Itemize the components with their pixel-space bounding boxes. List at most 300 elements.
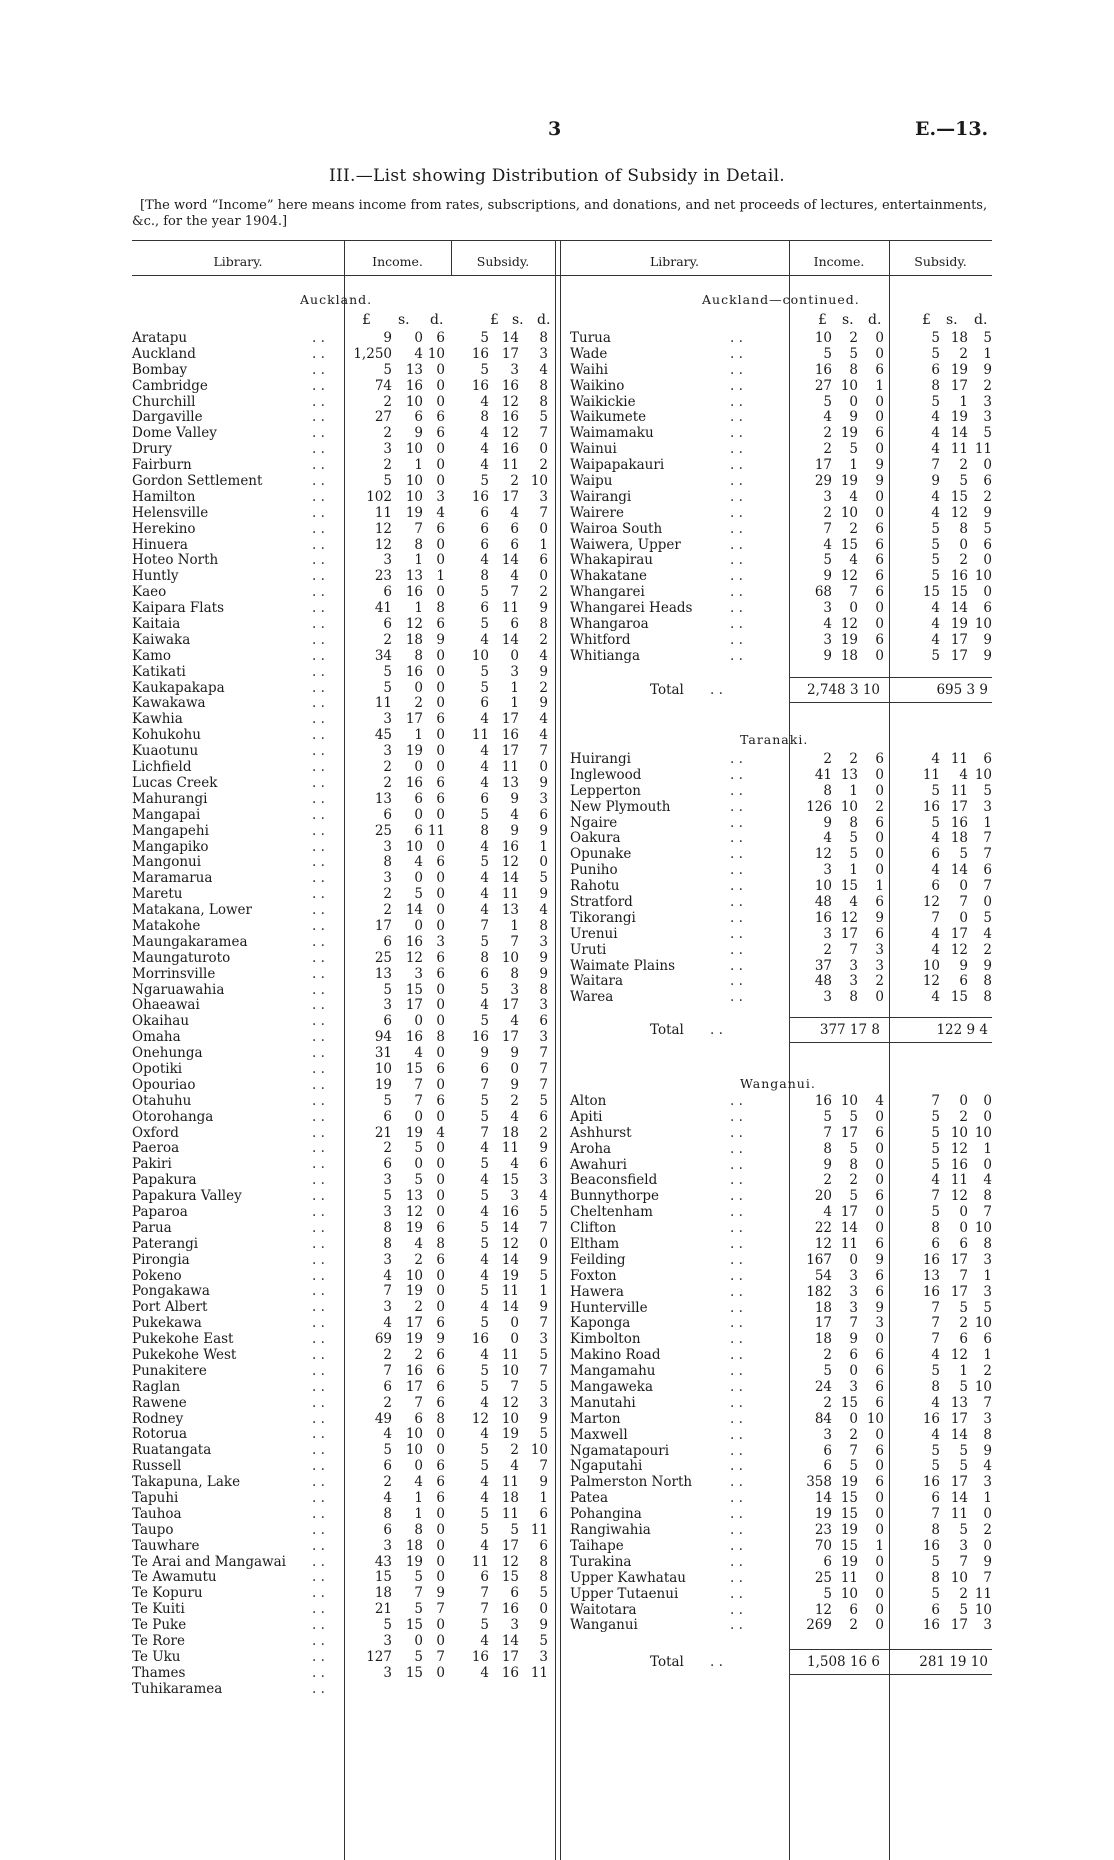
subsidy-pence: 10 xyxy=(974,1379,992,1396)
library-name: Okaihau xyxy=(132,1013,190,1030)
lsd-pound: £ xyxy=(490,312,499,328)
subsidy-pounds: 16 xyxy=(922,798,940,815)
income-shillings: 13 xyxy=(405,568,423,585)
subsidy-pence: 3 xyxy=(539,1331,548,1348)
subsidy-pounds: 5 xyxy=(480,663,489,680)
income-shillings: 19 xyxy=(840,1522,858,1539)
subsidy-pounds: 6 xyxy=(931,1236,940,1253)
library-name: Dargaville xyxy=(132,409,203,426)
subsidy-pounds: 6 xyxy=(480,965,489,982)
subsidy-shillings: 19 xyxy=(501,1267,519,1284)
subsidy-shillings: 6 xyxy=(510,1585,519,1602)
income-pence: 0 xyxy=(875,330,884,346)
subsidy-pence: 4 xyxy=(539,902,548,919)
library-name: Waihi xyxy=(570,361,609,378)
income-pence: 11 xyxy=(427,822,445,839)
subsidy-pence: 5 xyxy=(539,1347,548,1363)
table-row xyxy=(570,1173,992,1189)
income-pence: 9 xyxy=(875,909,884,926)
subsidy-pounds: 6 xyxy=(480,1569,489,1586)
subsidy-shillings: 11 xyxy=(501,886,519,903)
income-pounds: 4 xyxy=(383,1267,392,1284)
subsidy-shillings: 0 xyxy=(959,878,968,895)
income-pounds: 5 xyxy=(383,663,392,680)
subsidy-shillings: 11 xyxy=(950,1172,968,1189)
income-pence: 0 xyxy=(875,1522,884,1539)
lsd-pence: d. xyxy=(868,312,882,328)
subsidy-pounds: 5 xyxy=(480,1283,489,1300)
subsidy-shillings: 10 xyxy=(501,949,519,966)
table-row xyxy=(570,395,992,411)
income-pence: 0 xyxy=(436,727,445,744)
income-pence: 0 xyxy=(875,766,884,783)
income-shillings: 16 xyxy=(405,1029,423,1046)
row-leader: . . xyxy=(730,1553,743,1570)
table-row xyxy=(132,1237,555,1253)
income-pence: 2 xyxy=(875,973,884,990)
income-pence: 0 xyxy=(875,1220,884,1237)
subsidy-pounds: 4 xyxy=(931,1347,940,1364)
row-leader: . . xyxy=(312,1251,325,1268)
subsidy-shillings: 11 xyxy=(501,1283,519,1300)
table-row xyxy=(132,808,555,824)
subsidy-pence: 1 xyxy=(983,345,992,362)
library-name: Rodney xyxy=(132,1410,184,1427)
table-row xyxy=(132,760,555,776)
subsidy-pounds: 16 xyxy=(471,1029,489,1046)
subsidy-pence: 10 xyxy=(974,568,992,585)
subsidy-pounds: 5 xyxy=(480,1521,489,1538)
table-row xyxy=(132,1380,555,1396)
subsidy-pence: 3 xyxy=(983,409,992,426)
subsidy-pounds: 4 xyxy=(480,1537,489,1554)
subsidy-pence: 8 xyxy=(539,616,548,633)
table-row xyxy=(132,1650,555,1666)
income-pence: 0 xyxy=(875,1553,884,1570)
income-shillings: 19 xyxy=(405,743,423,760)
table-row xyxy=(570,1507,992,1523)
library-name: Taihape xyxy=(570,1537,624,1554)
income-shillings: 16 xyxy=(405,377,423,394)
row-leader: . . xyxy=(312,552,325,569)
total-rule xyxy=(789,702,992,703)
income-shillings: 15 xyxy=(840,1490,858,1507)
income-pence: 0 xyxy=(436,1633,445,1650)
income-pounds: 3 xyxy=(823,925,832,942)
header-library: Library. xyxy=(213,254,263,269)
subsidy-pence: 3 xyxy=(539,488,548,505)
subsidy-pounds: 16 xyxy=(922,1251,940,1268)
income-shillings: 6 xyxy=(849,1347,858,1364)
subsidy-shillings: 16 xyxy=(950,814,968,831)
row-leader: . . xyxy=(312,1315,325,1332)
subsidy-shillings: 14 xyxy=(501,631,519,648)
table-row xyxy=(570,458,992,474)
library-name: Hunterville xyxy=(570,1299,648,1316)
subsidy-pounds: 4 xyxy=(480,1347,489,1363)
table-row xyxy=(132,569,555,585)
table-row xyxy=(132,1316,555,1332)
row-leader: . . xyxy=(730,393,743,410)
subsidy-shillings: 17 xyxy=(501,711,519,728)
table-row xyxy=(570,1205,992,1221)
income-pounds: 18 xyxy=(814,1331,832,1348)
row-leader: . . xyxy=(312,425,325,442)
income-shillings: 3 xyxy=(849,1379,858,1396)
income-shillings: 19 xyxy=(405,1283,423,1300)
income-pounds: 14 xyxy=(814,1490,832,1507)
row-leader: . . xyxy=(730,1601,743,1618)
row-leader: . . xyxy=(730,941,743,958)
table-row xyxy=(570,347,992,363)
subsidy-pence: 7 xyxy=(539,1315,548,1332)
subsidy-pence: 7 xyxy=(539,1045,548,1062)
section-auckland: Auckland. xyxy=(300,292,373,307)
subsidy-pounds: 6 xyxy=(931,1601,940,1618)
subsidy-shillings: 11 xyxy=(950,441,968,458)
income-pounds: 12 xyxy=(814,846,832,863)
income-shillings: 9 xyxy=(414,425,423,442)
income-pounds: 2 xyxy=(823,1347,832,1364)
row-leader: . . xyxy=(730,1267,743,1284)
income-pence: 9 xyxy=(875,1251,884,1268)
income-shillings: 10 xyxy=(405,1442,423,1459)
row-leader: . . xyxy=(710,1654,723,1670)
library-name: Beaconsfield xyxy=(570,1172,658,1189)
income-pounds: 5 xyxy=(823,1363,832,1380)
table-row xyxy=(570,490,992,506)
subsidy-shillings: 12 xyxy=(950,1140,968,1157)
subsidy-shillings: 16 xyxy=(950,1156,968,1173)
row-leader: . . xyxy=(312,1601,325,1618)
subsidy-shillings: 5 xyxy=(959,1458,968,1475)
income-pounds: 23 xyxy=(814,1522,832,1539)
table-row xyxy=(132,649,555,665)
income-pounds: 8 xyxy=(383,1235,392,1252)
subsidy-shillings: 1 xyxy=(510,679,519,696)
library-name: Kaeo xyxy=(132,584,167,601)
income-pence: 3 xyxy=(875,957,884,974)
subsidy-shillings: 1 xyxy=(959,393,968,410)
subsidy-pence: 1 xyxy=(539,838,548,855)
subsidy-shillings: 0 xyxy=(959,909,968,926)
row-leader: . . xyxy=(312,1140,325,1157)
subsidy-shillings: 9 xyxy=(510,822,519,839)
subsidy-pence: 5 xyxy=(539,1203,548,1220)
income-shillings: 3 xyxy=(849,973,858,990)
subsidy-pounds: 5 xyxy=(931,1363,940,1380)
row-leader: . . xyxy=(312,806,325,823)
subsidy-pounds: 4 xyxy=(931,488,940,505)
library-name: Tikorangi xyxy=(570,909,636,926)
subsidy-shillings: 0 xyxy=(959,536,968,553)
income-shillings: 5 xyxy=(414,1601,423,1618)
subsidy-pounds: 7 xyxy=(931,1093,940,1109)
income-shillings: 15 xyxy=(840,1506,858,1523)
library-name: Pokeno xyxy=(132,1267,182,1284)
subsidy-pence: 5 xyxy=(539,870,548,887)
subsidy-pounds: 6 xyxy=(480,520,489,537)
subsidy-shillings: 9 xyxy=(959,957,968,974)
income-shillings: 4 xyxy=(414,1474,423,1491)
income-pounds: 3 xyxy=(823,488,832,505)
subsidy-pounds: 4 xyxy=(931,504,940,521)
table-row xyxy=(570,553,992,569)
subsidy-pounds: 4 xyxy=(480,425,489,442)
income-pence: 1 xyxy=(436,568,445,585)
income-pounds: 24 xyxy=(814,1379,832,1396)
row-leader: . . xyxy=(730,1315,743,1332)
table-row xyxy=(132,744,555,760)
library-name: Puniho xyxy=(570,862,618,879)
table-row xyxy=(570,1364,992,1380)
income-pence: 0 xyxy=(436,647,445,664)
subsidy-pounds: 5 xyxy=(931,345,940,362)
subsidy-pence: 8 xyxy=(983,1188,992,1205)
row-leader: . . xyxy=(312,743,325,760)
subsidy-shillings: 16 xyxy=(501,1664,519,1681)
subsidy-shillings: 17 xyxy=(950,1474,968,1491)
income-pence: 6 xyxy=(875,1188,884,1205)
income-pounds: 8 xyxy=(823,1140,832,1157)
income-shillings: 7 xyxy=(414,1585,423,1602)
row-leader: . . xyxy=(312,838,325,855)
row-leader: . . xyxy=(312,1378,325,1395)
income-pence: 0 xyxy=(875,782,884,799)
income-pence: 4 xyxy=(875,1093,884,1109)
income-pounds: 15 xyxy=(374,1569,392,1586)
income-pounds: 4 xyxy=(823,536,832,553)
income-pence: 0 xyxy=(875,830,884,847)
income-shillings: 6 xyxy=(849,1601,858,1618)
subsidy-pence: 0 xyxy=(539,759,548,776)
library-name: Foxton xyxy=(570,1267,617,1284)
income-pence: 6 xyxy=(875,894,884,911)
income-pounds: 2 xyxy=(383,886,392,903)
subsidy-pounds: 4 xyxy=(480,552,489,569)
subsidy-pounds: 7 xyxy=(480,1585,489,1602)
library-name: Kawakawa xyxy=(132,695,206,712)
income-shillings: 5 xyxy=(414,1172,423,1189)
income-shillings: 8 xyxy=(414,647,423,664)
income-pounds: 3 xyxy=(383,552,392,569)
library-name: Tauhoa xyxy=(132,1505,182,1522)
row-leader: . . xyxy=(312,917,325,934)
subsidy-pounds: 4 xyxy=(931,631,940,648)
library-name: Turua xyxy=(570,330,611,346)
table-row xyxy=(570,1221,992,1237)
subsidy-pence: 7 xyxy=(539,504,548,521)
subsidy-pounds: 4 xyxy=(480,441,489,458)
row-leader: . . xyxy=(312,1156,325,1173)
subsidy-pounds: 4 xyxy=(931,830,940,847)
subsidy-shillings: 1 xyxy=(959,1363,968,1380)
subsidy-pounds: 4 xyxy=(931,425,940,442)
table-row xyxy=(132,998,555,1014)
row-leader: . . xyxy=(730,1363,743,1380)
subsidy-pence: 9 xyxy=(539,1140,548,1157)
table-row xyxy=(570,1539,992,1555)
row-leader: . . xyxy=(312,393,325,410)
library-name: Pukekohe East xyxy=(132,1331,234,1348)
table-row xyxy=(132,1046,555,1062)
table-row xyxy=(132,951,555,967)
income-pounds: 25 xyxy=(374,822,392,839)
library-name: Whakapirau xyxy=(570,552,654,569)
income-pence: 8 xyxy=(436,1410,445,1427)
income-shillings: 5 xyxy=(414,1569,423,1586)
subsidy-pence: 9 xyxy=(539,600,548,617)
row-leader: . . xyxy=(730,1172,743,1189)
table-row xyxy=(132,1364,555,1380)
income-shillings: 1 xyxy=(414,1505,423,1522)
subsidy-pounds: 7 xyxy=(480,1601,489,1618)
income-pounds: 269 xyxy=(806,1617,832,1634)
row-leader: . . xyxy=(730,1537,743,1554)
income-shillings: 15 xyxy=(405,1664,423,1681)
row-leader: . . xyxy=(312,870,325,887)
subsidy-pence: 10 xyxy=(530,473,548,490)
subsidy-pounds: 4 xyxy=(931,941,940,958)
income-shillings: 1 xyxy=(414,600,423,617)
subsidy-shillings: 9 xyxy=(510,1076,519,1093)
income-shillings: 13 xyxy=(405,361,423,378)
table-row xyxy=(570,959,992,975)
table-row xyxy=(132,1523,555,1539)
income-pence: 0 xyxy=(875,1108,884,1125)
income-pounds: 5 xyxy=(823,552,832,569)
income-pence: 6 xyxy=(436,425,445,442)
total-label: Total xyxy=(650,682,684,698)
library-name: Lichfield xyxy=(132,759,192,776)
subsidy-pounds: 4 xyxy=(931,600,940,617)
subsidy-pence: 5 xyxy=(983,1299,992,1316)
income-pounds: 2 xyxy=(383,425,392,442)
subsidy-pence: 9 xyxy=(539,1299,548,1316)
income-pounds: 2 xyxy=(383,774,392,791)
income-pounds: 2 xyxy=(383,457,392,474)
table-row xyxy=(132,1030,555,1046)
library-name: Te Kuiti xyxy=(132,1601,185,1618)
library-name: Omaha xyxy=(132,1029,181,1046)
subsidy-pence: 3 xyxy=(983,1283,992,1300)
income-pence: 0 xyxy=(436,1426,445,1443)
income-pounds: 29 xyxy=(814,473,832,490)
library-name: Cambridge xyxy=(132,377,208,394)
income-shillings: 0 xyxy=(849,600,858,617)
subsidy-pence: 4 xyxy=(539,711,548,728)
income-pounds: 6 xyxy=(383,1378,392,1395)
income-pence: 0 xyxy=(875,1204,884,1221)
income-shillings: 8 xyxy=(414,536,423,553)
income-shillings: 5 xyxy=(849,1108,858,1125)
income-pence: 0 xyxy=(875,409,884,426)
table-row xyxy=(132,617,555,633)
income-pounds: 17 xyxy=(814,1315,832,1332)
income-shillings: 5 xyxy=(849,1188,858,1205)
subsidy-shillings: 10 xyxy=(501,1410,519,1427)
table-row xyxy=(570,1094,992,1110)
table-row xyxy=(570,927,992,943)
table-row xyxy=(570,1571,992,1587)
table-row xyxy=(570,1428,992,1444)
subsidy-shillings: 9 xyxy=(510,790,519,807)
income-shillings: 15 xyxy=(405,1060,423,1077)
subsidy-shillings: 14 xyxy=(501,1251,519,1268)
income-pence: 0 xyxy=(875,1458,884,1475)
subsidy-pounds: 9 xyxy=(480,1045,489,1062)
subsidy-shillings: 19 xyxy=(501,1426,519,1443)
income-pence: 0 xyxy=(436,1664,445,1681)
income-pence: 6 xyxy=(875,1283,884,1300)
income-pence: 0 xyxy=(436,806,445,823)
subsidy-pounds: 7 xyxy=(931,1315,940,1332)
income-pence: 9 xyxy=(875,457,884,474)
table-row xyxy=(132,871,555,887)
subsidy-pounds: 13 xyxy=(922,1267,940,1284)
library-name: Aratapu xyxy=(132,330,188,346)
income-pence: 6 xyxy=(436,711,445,728)
income-shillings: 4 xyxy=(849,552,858,569)
subsidy-pounds: 5 xyxy=(931,1442,940,1459)
income-shillings: 12 xyxy=(405,1203,423,1220)
subsidy-pence: 7 xyxy=(983,878,992,895)
income-shillings: 5 xyxy=(849,441,858,458)
subsidy-pounds: 16 xyxy=(471,488,489,505)
income-shillings: 5 xyxy=(849,1140,858,1157)
income-shillings: 19 xyxy=(405,504,423,521)
table-row xyxy=(570,752,992,768)
library-name: Matakana, Lower xyxy=(132,902,252,919)
table-row xyxy=(132,1300,555,1316)
income-pence: 1 xyxy=(875,878,884,895)
subsidy-shillings: 2 xyxy=(959,345,968,362)
income-shillings: 0 xyxy=(414,917,423,934)
subsidy-pence: 2 xyxy=(539,631,548,648)
income-pounds: 5 xyxy=(823,393,832,410)
subsidy-pounds: 5 xyxy=(480,1458,489,1475)
library-name: Kaiwaka xyxy=(132,631,191,648)
header-income: Income. xyxy=(372,254,423,269)
subsidy-pence: 11 xyxy=(530,1664,548,1681)
row-leader: . . xyxy=(730,473,743,490)
subsidy-pence: 8 xyxy=(539,981,548,998)
income-pounds: 8 xyxy=(383,1505,392,1522)
income-pounds: 13 xyxy=(374,965,392,982)
subsidy-shillings: 2 xyxy=(959,1108,968,1125)
subsidy-pounds: 4 xyxy=(480,1633,489,1650)
income-pounds: 9 xyxy=(823,814,832,831)
lsd-shilling: s. xyxy=(946,312,958,328)
subsidy-pence: 7 xyxy=(983,1204,992,1221)
income-pence: 6 xyxy=(875,1236,884,1253)
row-leader: . . xyxy=(730,1490,743,1507)
subsidy-pounds: 11 xyxy=(922,766,940,783)
subsidy-shillings: 4 xyxy=(510,1458,519,1475)
table-row xyxy=(570,800,992,816)
income-shillings: 2 xyxy=(849,1617,858,1634)
library-name: Ohaeawai xyxy=(132,997,200,1014)
row-leader: . . xyxy=(312,1585,325,1602)
income-pounds: 5 xyxy=(383,679,392,696)
income-pence: 6 xyxy=(875,584,884,601)
subsidy-pence: 2 xyxy=(539,1124,548,1141)
subsidy-shillings: 16 xyxy=(501,377,519,394)
subsidy-pounds: 5 xyxy=(931,1140,940,1157)
income-shillings: 6 xyxy=(414,409,423,426)
table-row xyxy=(132,1412,555,1428)
subsidy-shillings: 12 xyxy=(950,1188,968,1205)
